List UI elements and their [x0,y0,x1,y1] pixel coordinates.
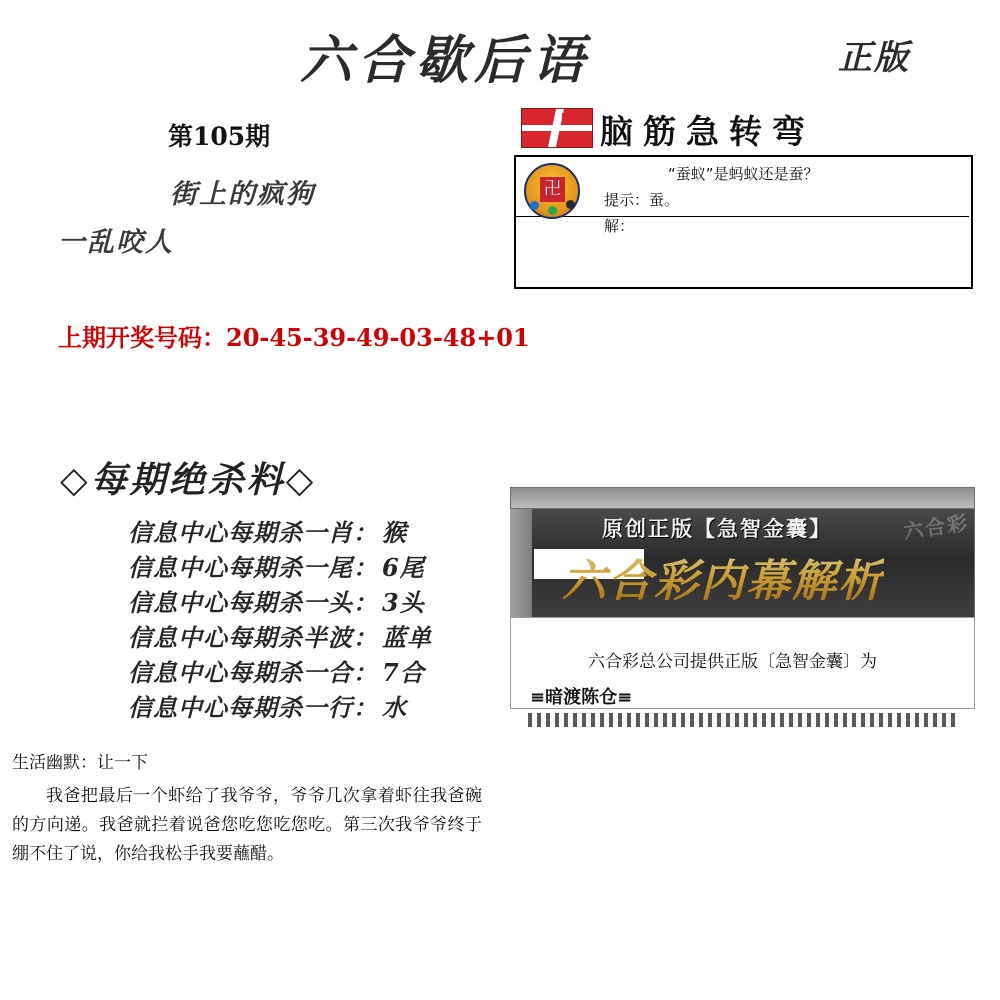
list-item [128,515,498,550]
kill-section-list [128,515,498,725]
ad-top-strip [510,487,975,509]
kill-row-label: 信息中心每期杀半波： [128,623,378,652]
red-flag-icon [521,108,593,148]
kill-section-heading: ◇每期绝杀料◇ [60,459,317,501]
riddle-line-1: 街上的疯狗 [170,179,315,210]
brain-teaser-question: “蚕蚁”是蚂蚁还是蚕？ [668,165,819,183]
kill-row-label: 信息中心每期杀一合： [128,658,378,687]
kill-row-value: 猴 [382,518,407,547]
brain-teaser-hint: 提示：蚕。 [604,191,680,209]
last-draw-numbers: 上期开奖号码：20-45-39-49-03-48+01 [58,323,530,352]
kill-row-label: 信息中心每期杀一头： [128,588,378,617]
kill-row-value: 6尾 [382,553,425,582]
kill-row-label: 信息中心每期杀一肖： [128,518,378,547]
list-item [128,620,498,655]
joke-title: 生活幽默：让一下 [12,753,148,773]
brain-teaser-title: 脑筋急转弯 [600,112,815,151]
kill-row-value: 蓝单 [382,623,432,652]
emblem-icon [524,163,580,219]
emblem-glyph: 卍 [540,177,565,202]
ad-left-edge [510,509,532,617]
kill-row-value: 3头 [382,588,425,617]
page-title-badge: 正版 [838,38,910,78]
joke-body: 我爸把最后一个虾给了我爷爷，爷爷几次拿着虾往我爸碗的方向递。我爸就拦着说爸您吃您吃您吃。第三次我爷爷终于绷不住了说，你给我松手我要蘸醋。 [12,786,482,864]
riddle-line-2: 一乱咬人 [58,227,174,258]
ad-body-line-1: 六合彩总公司提供正版〔急智金囊〕为 [588,652,877,672]
kill-row-value: 7合 [382,658,425,687]
ad-banner [510,487,975,745]
list-item [128,585,498,620]
page-title: 六合歇后语 [300,30,591,91]
list-item [128,690,498,725]
kill-row-label: 信息中心每期杀一行： [128,693,378,722]
ad-fringe-decoration [528,713,958,727]
ad-watermark: 六合彩 [901,510,971,544]
kill-row-value: 水 [382,693,407,722]
issue-number: 第105期 [168,122,271,151]
ad-body-line-2: ≡暗渡陈仓≡ [530,687,633,708]
ad-headline: 六合彩内幕解析 [562,545,884,609]
kill-row-label: 信息中心每期杀一尾： [128,553,378,582]
brain-teaser-answer: 解： [604,217,635,235]
list-item [128,550,498,585]
list-item [128,655,498,690]
ad-original-label: 原创正版【急智金囊】 [602,516,832,541]
